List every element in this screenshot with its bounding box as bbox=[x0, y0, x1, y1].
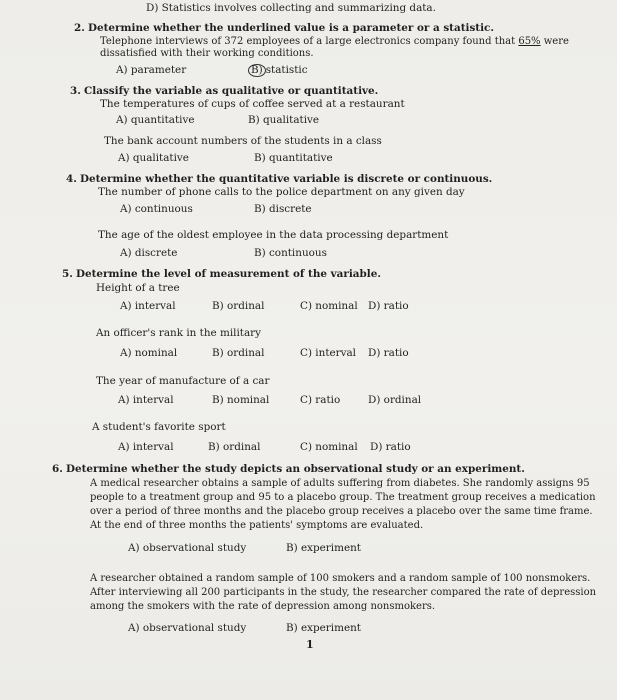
q4-item2-option-b: B) continuous bbox=[254, 247, 327, 259]
q6-item2-line1: A researcher obtained a random sample of 100 smokers and a random sample of 100 nonsmokers. bbox=[90, 573, 591, 584]
q6-item1-line2: people to a treatment group and 95 to a placebo group. The treatment group receives a medication bbox=[90, 492, 596, 503]
q4-item1-text: The number of phone calls to the police department on any given day bbox=[98, 186, 465, 198]
q2-option-b: B) statistic bbox=[248, 64, 308, 77]
q6-item1-line1: A medical researcher obtains a sample of adults suffering from diabetes. She randomly assigns 95 bbox=[90, 478, 590, 489]
q4-item2-option-a: A) discrete bbox=[120, 247, 178, 259]
q5-item1-option-b: B) ordinal bbox=[212, 300, 265, 312]
q5-item1-option-d: D) ratio bbox=[368, 300, 409, 312]
q5-item3-option-d: D) ordinal bbox=[368, 394, 422, 406]
q5-item2-option-b: B) ordinal bbox=[212, 347, 265, 359]
q6-item2-option-b: B) experiment bbox=[286, 622, 361, 634]
q5-item1-option-a: A) interval bbox=[120, 300, 176, 312]
q3-prompt: Classify the variable as qualitative or quantitative. bbox=[84, 85, 379, 97]
q4-prompt: Determine whether the quantitative variable is discrete or continuous. bbox=[80, 173, 493, 185]
q2-text-line1: Telephone interviews of 372 employees of a large electronics company found that 65% were bbox=[100, 36, 569, 47]
q3-item1-option-b: B) qualitative bbox=[248, 114, 320, 126]
q3-item1-option-a: A) quantitative bbox=[116, 114, 195, 126]
q3-number: 3. bbox=[70, 85, 81, 97]
q5-item3-option-c: C) ratio bbox=[300, 394, 341, 406]
q5-item3-option-a: A) interval bbox=[118, 394, 174, 406]
q3-item2-option-a: A) qualitative bbox=[118, 152, 189, 164]
q5-item3-text: The year of manufacture of a car bbox=[96, 375, 270, 387]
q2-option-a: A) parameter bbox=[116, 64, 187, 76]
q2-number: 2. bbox=[74, 22, 85, 34]
q5-item2-option-c: C) interval bbox=[300, 347, 357, 359]
q6-number: 6. bbox=[52, 463, 63, 475]
q3-item2-text: The bank account numbers of the students in a class bbox=[104, 135, 382, 147]
q5-item2-option-d: D) ratio bbox=[368, 347, 409, 359]
q2-underlined-value: 65% bbox=[518, 36, 541, 47]
q2-circled-answer: B) bbox=[248, 64, 266, 77]
page-number: 1 bbox=[306, 638, 314, 651]
q5-prompt: Determine the level of measurement of the variable. bbox=[76, 268, 381, 280]
q5-item2-text: An officer's rank in the military bbox=[96, 327, 262, 339]
q6-item2-option-a: A) observational study bbox=[128, 622, 247, 634]
q3-item1-text: The temperatures of cups of coffee served at a restaurant bbox=[100, 98, 405, 110]
q4-number: 4. bbox=[66, 173, 77, 185]
q5-item1-text: Height of a tree bbox=[96, 282, 180, 294]
q5-item4-option-d: D) ratio bbox=[370, 441, 411, 453]
q5-item3-option-b: B) nominal bbox=[212, 394, 270, 406]
q5-item4-option-c: C) nominal bbox=[300, 441, 358, 453]
q5-item4-option-a: A) interval bbox=[118, 441, 174, 453]
q3-item2-option-b: B) quantitative bbox=[254, 152, 333, 164]
q5-item4-option-b: B) ordinal bbox=[208, 441, 261, 453]
q6-prompt: Determine whether the study depicts an observational study or an experiment. bbox=[66, 463, 525, 475]
q5-item4-text: A student's favorite sport bbox=[92, 421, 226, 433]
q6-item1-line4: At the end of three months the patients' symptoms are evaluated. bbox=[90, 520, 424, 531]
q5-number: 5. bbox=[62, 268, 73, 280]
prev-choice-d: D) Statistics involves collecting and summarizing data. bbox=[146, 2, 436, 14]
q4-item1-option-b: B) discrete bbox=[254, 203, 312, 215]
q5-item1-option-c: C) nominal bbox=[300, 300, 358, 312]
q4-item1-option-a: A) continuous bbox=[120, 203, 193, 215]
q6-item1-line3: over a period of three months and the placebo group receives a placebo over the same time frame. bbox=[90, 506, 593, 517]
q6-item1-option-b: B) experiment bbox=[286, 542, 361, 554]
q6-item2-line2: After interviewing all 200 participants in the study, the researcher compared the rate of depression bbox=[90, 587, 597, 598]
q4-item2-text: The age of the oldest employee in the data processing department bbox=[98, 229, 449, 241]
q2-text-line2: dissatisfied with their working conditions. bbox=[100, 48, 314, 59]
q5-item2-option-a: A) nominal bbox=[120, 347, 178, 359]
q6-item2-line3: among the smokers with the rate of depression among nonsmokers. bbox=[90, 601, 436, 612]
q2-prompt: Determine whether the underlined value is a parameter or a statistic. bbox=[88, 22, 495, 34]
q6-item1-option-a: A) observational study bbox=[128, 542, 247, 554]
